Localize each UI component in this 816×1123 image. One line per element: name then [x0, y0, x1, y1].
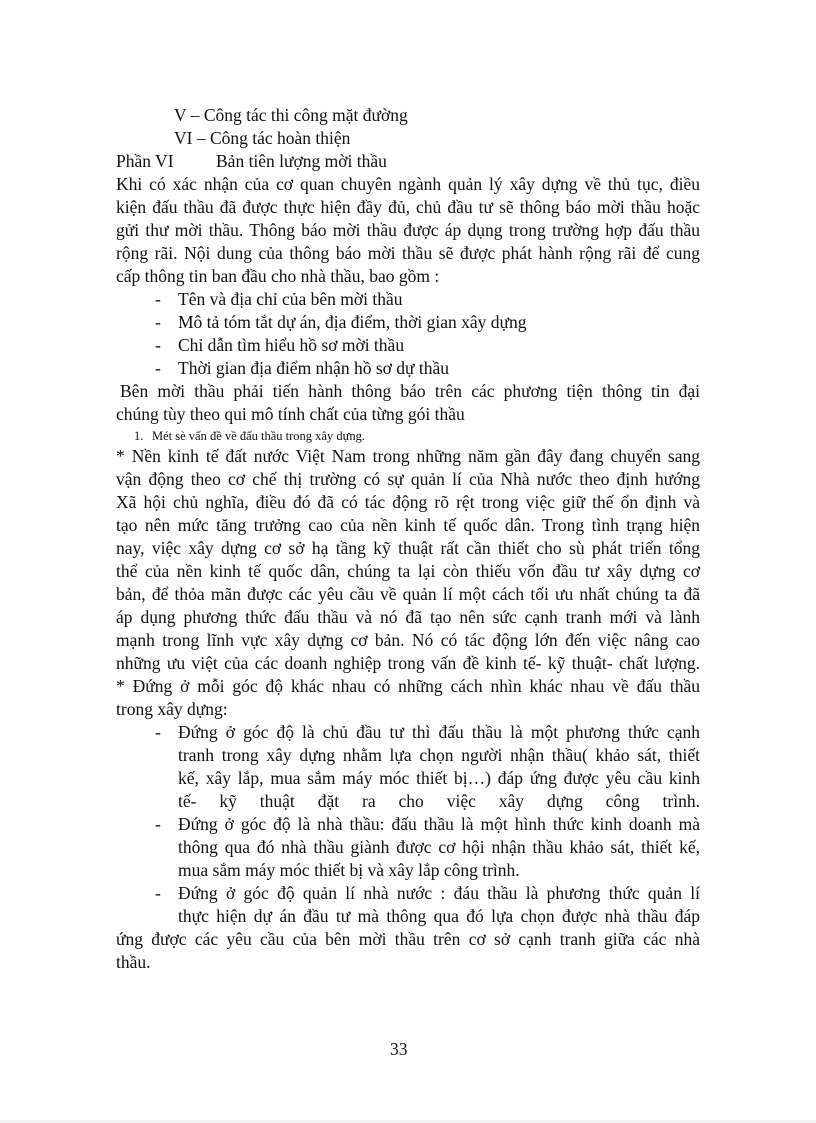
- economy-line: áp dụng phương thức đấu thầu và nó đã tạo nên sức cạnh tranh mới và lành: [116, 607, 700, 627]
- notice-item: Mô tả tóm tắt dự án, địa điểm, thời gian xây dựng: [178, 312, 527, 332]
- bullet-dash: -: [155, 335, 161, 355]
- notice-item: Chỉ dẫn tìm hiểu hồ sơ mời thầu: [178, 335, 405, 355]
- viewpoint-state-line: Đứng ở góc độ quản lí nhà nước : đáu thầu là phương thức quản lí: [178, 883, 700, 903]
- part-title: Bản tiên lượng mời thầu: [216, 151, 387, 171]
- subheading-text: Mét sè vấn đề về đấu thầu trong xây dựng.: [152, 429, 365, 443]
- bullet-dash: -: [155, 358, 161, 378]
- subheading-number: 1.: [134, 429, 144, 443]
- viewpoint-investor-line: kế, xây lắp, mua sắm máy móc thiết bị…) đáp ứng được yêu cầu kinh: [178, 768, 700, 788]
- notice-item: Tên và địa chỉ của bên mời thầu: [178, 289, 403, 309]
- economy-line: nay, việc xây dựng cơ sở hạ tầng kỹ thuật rất cần thiết cho sù phát triển tổng: [116, 538, 700, 558]
- notice-item: Thời gian địa điểm nhận hồ sơ dự thầu: [178, 358, 450, 378]
- section-item-vi: VI – Công tác hoàn thiện: [174, 128, 351, 148]
- viewpoint-investor-line: tranh trong xây dựng nhằm lựa chọn người nhận thầu( khảo sát, thiết: [178, 745, 700, 765]
- viewpoint-contractor-line: Đứng ở góc độ là nhà thầu: đấu thầu là một hình thức kinh doanh mà: [178, 814, 700, 834]
- intro-line: rộng rãi. Nội dung của thông báo mời thầu sẽ được phát hành rộng rãi để cung: [116, 243, 700, 263]
- economy-line: tạo nên mức tăng trưởng cao của nền kinh tế quốc dân. Trong tình trạng hiện: [116, 515, 700, 535]
- economy-line: * Nền kinh tế đất nước Việt Nam trong những năm gần đây đang chuyển sang: [116, 446, 700, 466]
- viewpoint-state-line: thực hiện dự án đầu tư mà thông qua đó lựa chọn được nhà thầu đáp: [178, 906, 700, 926]
- viewpoint-intro-line: trong xây dựng:: [116, 699, 228, 719]
- viewpoint-state-line: ứng được các yêu cầu của bên mời thầu trên cơ sở cạnh tranh giữa các nhà: [116, 929, 700, 949]
- bullet-dash: -: [155, 814, 161, 834]
- viewpoint-state-line: thầu.: [116, 952, 151, 972]
- section-item-v: V – Công tác thi công mặt đường: [174, 105, 408, 125]
- economy-line: những ưu việt của các doanh nghiệp trong vấn đề kinh tế- kỹ thuật- chất lượng.: [116, 653, 700, 673]
- viewpoint-intro-line: * Đứng ở mỗi góc độ khác nhau có những cách nhìn khác nhau về đấu thầu: [116, 676, 700, 696]
- notice-paragraph-line: Bên mời thầu phải tiến hành thông báo trên các phương tiện thông tin đại: [120, 381, 700, 401]
- viewpoint-contractor-line: mua sắm máy móc thiết bị và xây lắp công trình.: [178, 860, 520, 880]
- notice-paragraph-line: chúng tùy theo qui mô tính chất của từng gói thầu: [116, 404, 465, 424]
- viewpoint-investor-line: tế- kỹ thuật đặt ra cho việc xây dựng công trình.: [178, 791, 700, 811]
- intro-line: kiện đấu thầu đã được thực hiện đầy đủ, chủ đầu tư sẽ thông báo mời thầu hoặc: [116, 197, 700, 217]
- economy-line: vận động theo cơ chế thị trường có sự quản lí của Nhà nước theo định hướng: [116, 469, 700, 489]
- part-label: Phần VI: [116, 151, 174, 171]
- intro-line: gửi thư mời thầu. Thông báo mời thầu được áp dụng trong trường hợp đấu thầu: [116, 220, 700, 240]
- viewpoint-contractor-line: thông qua đó nhà thầu giành được cơ hội nhận thầu khảo sát, thiết kế,: [178, 837, 700, 857]
- bullet-dash: -: [155, 312, 161, 332]
- economy-line: bản, để thỏa mãn được các yêu cầu về quản lí một cách tối ưu nhất chúng ta đã: [116, 584, 700, 604]
- viewpoint-investor-line: Đứng ở góc độ là chủ đầu tư thì đấu thầu là một phương thức cạnh: [178, 722, 700, 742]
- bullet-dash: -: [155, 722, 161, 742]
- intro-line: cấp thông tin ban đầu cho nhà thầu, bao gồm :: [116, 266, 440, 286]
- bullet-dash: -: [155, 289, 161, 309]
- economy-line: Xã hội chủ nghĩa, điều đó đã có tác động rõ rệt trong việc giữ thế ổn định và: [116, 492, 700, 512]
- bullet-dash: -: [155, 883, 161, 903]
- economy-line: thể của nền kinh tế quốc dân, chúng ta lại còn thiếu vốn đầu tư xây dựng cơ: [116, 561, 700, 581]
- intro-line: Khi có xác nhận của cơ quan chuyên ngành quản lý xây dựng về thủ tục, điều: [116, 174, 700, 194]
- page-number: 33: [390, 1039, 408, 1059]
- economy-line: mạnh trong lĩnh vực xây dựng cơ bản. Nó có tác động lớn đến việc nâng cao: [116, 630, 700, 650]
